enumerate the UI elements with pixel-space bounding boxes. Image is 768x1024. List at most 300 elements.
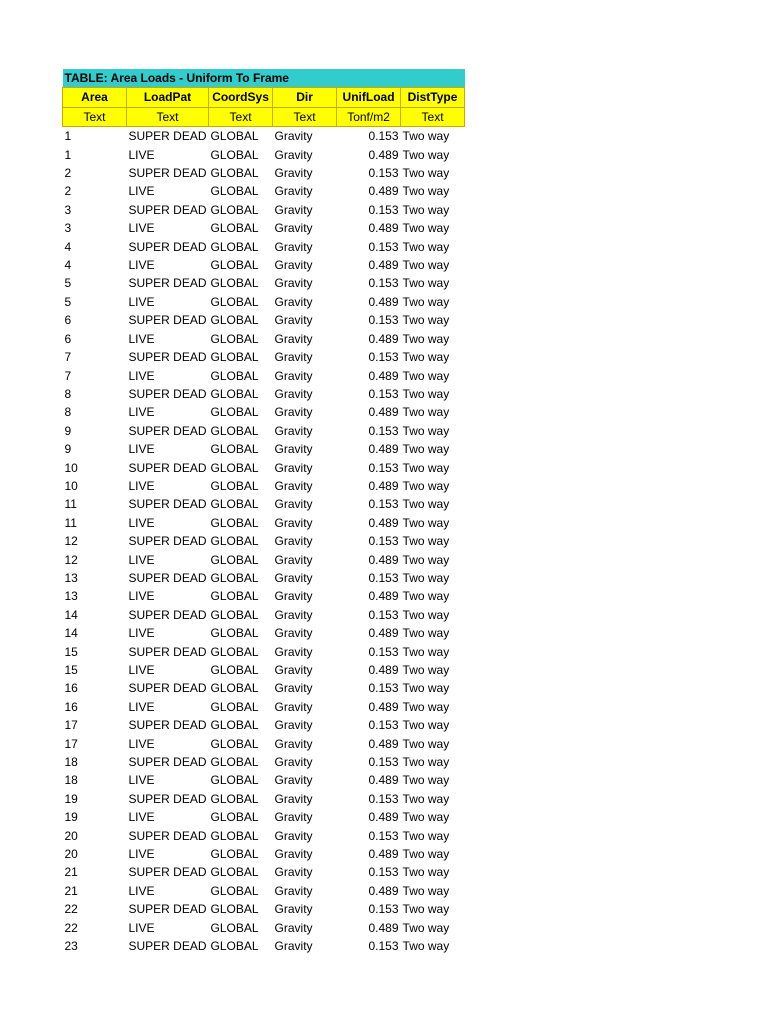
- cell-loadpat[interactable]: LIVE: [128, 773, 155, 788]
- cell-loadpat[interactable]: SUPER DEAD: [128, 423, 207, 438]
- cell-dir[interactable]: Gravity: [274, 736, 313, 751]
- table-row: [63, 827, 465, 845]
- cell-area[interactable]: 11: [64, 515, 77, 530]
- cell-loadpat[interactable]: SUPER DEAD: [128, 902, 207, 917]
- table-row: [63, 587, 465, 605]
- cell-area[interactable]: 11: [64, 497, 77, 512]
- cell-coordsys[interactable]: GLOBAL: [210, 773, 259, 788]
- cell-dir[interactable]: Gravity: [274, 239, 313, 254]
- cell-coordsys[interactable]: GLOBAL: [210, 423, 259, 438]
- cell-loadpat[interactable]: SUPER DEAD: [128, 202, 207, 217]
- cell-area[interactable]: 12: [64, 534, 78, 549]
- cell-coordsys[interactable]: GLOBAL: [210, 442, 259, 457]
- header-dir[interactable]: Dir: [273, 88, 337, 107]
- cell-dir[interactable]: Gravity: [274, 773, 313, 788]
- header-coordsys[interactable]: CoordSys: [209, 88, 273, 107]
- cell-loadpat[interactable]: LIVE: [128, 368, 155, 383]
- cell-disttype[interactable]: Two way: [402, 644, 450, 659]
- cell-coordsys[interactable]: GLOBAL: [210, 736, 259, 751]
- cell-area[interactable]: 21: [64, 865, 78, 880]
- unit-area[interactable]: Text: [63, 107, 127, 126]
- cell-disttype[interactable]: Two way: [402, 313, 450, 328]
- cell-unifload[interactable]: 0.153: [368, 534, 399, 549]
- cell-disttype[interactable]: Two way: [402, 202, 450, 217]
- cell-area[interactable]: 17: [64, 718, 78, 733]
- cell-disttype[interactable]: Two way: [402, 184, 450, 199]
- cell-coordsys[interactable]: GLOBAL: [210, 478, 259, 493]
- cell-disttype[interactable]: Two way: [402, 718, 450, 733]
- cell-loadpat[interactable]: LIVE: [128, 663, 155, 677]
- cell-dir[interactable]: Gravity: [274, 313, 313, 328]
- cell-dir[interactable]: Gravity: [274, 515, 313, 530]
- table-row: [63, 716, 465, 734]
- cell-unifload[interactable]: 0.153: [368, 166, 399, 181]
- unit-disttype[interactable]: Text: [401, 107, 465, 126]
- cell-dir[interactable]: Gravity: [274, 718, 313, 733]
- cell-disttype[interactable]: Two way: [402, 515, 450, 530]
- cell-unifload[interactable]: 0.489: [368, 515, 399, 530]
- cell-area[interactable]: 15: [64, 663, 78, 677]
- cell-area[interactable]: 5: [64, 294, 72, 309]
- cell-disttype[interactable]: Two way: [402, 607, 450, 622]
- cell-disttype[interactable]: Two way: [402, 810, 450, 825]
- cell-unifload[interactable]: 0.153: [368, 644, 399, 659]
- cell-area[interactable]: 9: [64, 423, 72, 438]
- cell-loadpat[interactable]: SUPER DEAD: [128, 313, 207, 328]
- cell-loadpat[interactable]: SUPER DEAD: [128, 166, 207, 181]
- cell-dir[interactable]: Gravity: [274, 755, 313, 770]
- table-row: [63, 477, 465, 495]
- cell-area[interactable]: 19: [64, 810, 78, 825]
- cell-unifload[interactable]: 0.489: [368, 368, 399, 383]
- cell-dir[interactable]: Gravity: [274, 681, 313, 696]
- cell-unifload[interactable]: 0.489: [368, 331, 399, 346]
- cell-dir[interactable]: Gravity: [274, 258, 313, 273]
- cell-disttype[interactable]: Two way: [402, 883, 450, 898]
- cell-unifload[interactable]: 0.153: [368, 755, 399, 770]
- cell-disttype[interactable]: Two way: [402, 570, 450, 585]
- cell-dir[interactable]: Gravity: [274, 405, 313, 420]
- cell-unifload[interactable]: 0.489: [368, 773, 399, 788]
- table-row: [63, 164, 465, 182]
- cell-disttype[interactable]: Two way: [402, 589, 450, 604]
- cell-area[interactable]: 13: [64, 570, 78, 585]
- cell-unifload[interactable]: 0.489: [368, 221, 399, 236]
- cell-area[interactable]: 20: [64, 847, 78, 862]
- cell-dir[interactable]: Gravity: [274, 350, 313, 365]
- cell-coordsys[interactable]: GLOBAL: [210, 497, 259, 512]
- cell-coordsys[interactable]: GLOBAL: [210, 681, 259, 696]
- cell-loadpat[interactable]: LIVE: [128, 810, 155, 825]
- cell-unifload[interactable]: 0.153: [368, 239, 399, 254]
- cell-loadpat[interactable]: SUPER DEAD: [128, 534, 207, 549]
- cell-coordsys[interactable]: GLOBAL: [210, 663, 259, 677]
- cell-coordsys[interactable]: GLOBAL: [210, 626, 259, 641]
- cell-coordsys[interactable]: GLOBAL: [210, 331, 259, 346]
- cell-area[interactable]: 10: [64, 478, 78, 493]
- cell-unifload[interactable]: 0.153: [368, 202, 399, 217]
- header-loadpat[interactable]: LoadPat: [127, 88, 209, 107]
- cell-coordsys[interactable]: GLOBAL: [210, 294, 259, 309]
- cell-dir[interactable]: Gravity: [274, 902, 313, 917]
- cell-dir[interactable]: Gravity: [274, 920, 313, 935]
- cell-disttype[interactable]: Two way: [402, 350, 450, 365]
- cell-dir[interactable]: Gravity: [274, 129, 313, 144]
- cell-area[interactable]: 1: [64, 129, 72, 144]
- cell-disttype[interactable]: Two way: [402, 681, 450, 696]
- cell-unifload[interactable]: 0.489: [368, 883, 399, 898]
- cell-area[interactable]: 6: [64, 331, 72, 346]
- cell-unifload[interactable]: 0.489: [368, 589, 399, 604]
- cell-area[interactable]: 4: [64, 239, 72, 254]
- cell-dir[interactable]: Gravity: [274, 883, 313, 898]
- cell-area[interactable]: 7: [64, 368, 72, 383]
- cell-loadpat[interactable]: SUPER DEAD: [128, 570, 207, 585]
- cell-loadpat[interactable]: LIVE: [128, 883, 155, 898]
- cell-coordsys[interactable]: GLOBAL: [210, 939, 259, 954]
- cell-loadpat[interactable]: SUPER DEAD: [128, 607, 207, 622]
- cell-area[interactable]: 18: [64, 773, 78, 788]
- cell-area[interactable]: 18: [64, 755, 78, 770]
- cell-unifload[interactable]: 0.153: [368, 460, 399, 475]
- cell-loadpat[interactable]: SUPER DEAD: [128, 497, 207, 512]
- cell-unifload[interactable]: 0.153: [368, 718, 399, 733]
- cell-area[interactable]: 2: [64, 184, 72, 199]
- cell-disttype[interactable]: Two way: [402, 755, 450, 770]
- cell-loadpat[interactable]: LIVE: [128, 258, 155, 273]
- cell-area[interactable]: 6: [64, 313, 72, 328]
- cell-loadpat[interactable]: SUPER DEAD: [128, 828, 207, 843]
- table-row: [63, 808, 465, 826]
- cell-dir[interactable]: Gravity: [274, 460, 313, 475]
- cell-dir[interactable]: Gravity: [274, 791, 313, 806]
- cell-dir[interactable]: Gravity: [274, 478, 313, 493]
- cell-unifload[interactable]: 0.153: [368, 902, 399, 917]
- cell-disttype[interactable]: Two way: [402, 828, 450, 843]
- cell-coordsys[interactable]: GLOBAL: [210, 129, 259, 144]
- cell-unifload[interactable]: 0.489: [368, 184, 399, 199]
- cell-disttype[interactable]: Two way: [402, 847, 450, 862]
- cell-area[interactable]: 3: [64, 202, 72, 217]
- cell-disttype[interactable]: Two way: [402, 276, 450, 291]
- cell-area[interactable]: 8: [64, 405, 72, 420]
- cell-area[interactable]: 19: [64, 791, 78, 806]
- cell-unifload[interactable]: 0.153: [368, 497, 399, 512]
- cell-loadpat[interactable]: LIVE: [128, 920, 155, 935]
- cell-area[interactable]: 8: [64, 386, 72, 401]
- cell-disttype[interactable]: Two way: [402, 699, 450, 714]
- cell-area[interactable]: 5: [64, 276, 72, 291]
- cell-dir[interactable]: Gravity: [274, 589, 313, 604]
- table-row: [63, 459, 465, 477]
- cell-loadpat[interactable]: SUPER DEAD: [128, 718, 207, 733]
- cell-coordsys[interactable]: GLOBAL: [210, 865, 259, 880]
- cell-dir[interactable]: Gravity: [274, 202, 313, 217]
- cell-dir[interactable]: Gravity: [274, 644, 313, 659]
- cell-unifload[interactable]: 0.153: [368, 939, 399, 954]
- cell-disttype[interactable]: Two way: [402, 626, 450, 641]
- cell-disttype[interactable]: Two way: [402, 497, 450, 512]
- cell-coordsys[interactable]: GLOBAL: [210, 552, 259, 567]
- table-row: [63, 551, 465, 569]
- cell-disttype[interactable]: Two way: [402, 791, 450, 806]
- cell-disttype[interactable]: Two way: [402, 865, 450, 880]
- cell-unifload[interactable]: 0.489: [368, 920, 399, 935]
- cell-dir[interactable]: Gravity: [274, 423, 313, 438]
- cell-unifload[interactable]: 0.489: [368, 810, 399, 825]
- cell-loadpat[interactable]: SUPER DEAD: [128, 644, 207, 659]
- unit-dir[interactable]: Text: [273, 107, 337, 126]
- cell-disttype[interactable]: Two way: [402, 258, 450, 273]
- area-loads-table: [62, 69, 465, 956]
- cell-area[interactable]: 15: [64, 644, 78, 659]
- cell-loadpat[interactable]: LIVE: [128, 184, 155, 199]
- cell-coordsys[interactable]: GLOBAL: [210, 147, 259, 162]
- unit-coordsys[interactable]: Text: [209, 107, 273, 126]
- cell-coordsys[interactable]: GLOBAL: [210, 644, 259, 659]
- cell-coordsys[interactable]: GLOBAL: [210, 902, 259, 917]
- cell-coordsys[interactable]: GLOBAL: [210, 810, 259, 825]
- cell-dir[interactable]: Gravity: [274, 607, 313, 622]
- header-unifload[interactable]: UnifLoad: [337, 88, 401, 107]
- cell-disttype[interactable]: Two way: [402, 331, 450, 346]
- cell-loadpat[interactable]: LIVE: [128, 442, 155, 457]
- cell-loadpat[interactable]: LIVE: [128, 405, 155, 420]
- spreadsheet-sheet: [62, 69, 465, 956]
- cell-dir[interactable]: Gravity: [274, 147, 313, 162]
- cell-unifload[interactable]: 0.489: [368, 736, 399, 751]
- cell-coordsys[interactable]: GLOBAL: [210, 607, 259, 622]
- table-row: [63, 753, 465, 771]
- cell-loadpat[interactable]: SUPER DEAD: [128, 350, 207, 365]
- cell-area[interactable]: 2: [64, 166, 72, 181]
- cell-dir[interactable]: Gravity: [274, 552, 313, 567]
- cell-loadpat[interactable]: LIVE: [128, 552, 155, 567]
- cell-disttype[interactable]: Two way: [402, 147, 450, 162]
- cell-coordsys[interactable]: GLOBAL: [210, 386, 259, 401]
- cell-area[interactable]: 22: [64, 920, 78, 935]
- cell-unifload[interactable]: 0.153: [368, 865, 399, 880]
- cell-loadpat[interactable]: LIVE: [128, 626, 155, 641]
- cell-coordsys[interactable]: GLOBAL: [210, 847, 259, 862]
- cell-dir[interactable]: Gravity: [274, 939, 313, 954]
- cell-disttype[interactable]: Two way: [402, 239, 450, 254]
- cell-loadpat[interactable]: LIVE: [128, 699, 155, 714]
- cell-area[interactable]: 12: [64, 552, 78, 567]
- cell-unifload[interactable]: 0.489: [368, 442, 399, 457]
- cell-area[interactable]: 4: [64, 258, 72, 273]
- cell-loadpat[interactable]: SUPER DEAD: [128, 865, 207, 880]
- cell-loadpat[interactable]: LIVE: [128, 847, 155, 862]
- cell-dir[interactable]: Gravity: [274, 294, 313, 309]
- cell-dir[interactable]: Gravity: [274, 368, 313, 383]
- cell-unifload[interactable]: 0.153: [368, 313, 399, 328]
- cell-loadpat[interactable]: SUPER DEAD: [128, 386, 207, 401]
- cell-unifload[interactable]: 0.153: [368, 276, 399, 291]
- cell-unifload[interactable]: 0.489: [368, 258, 399, 273]
- cell-coordsys[interactable]: GLOBAL: [210, 368, 259, 383]
- cell-area[interactable]: 23: [64, 939, 78, 954]
- cell-dir[interactable]: Gravity: [274, 331, 313, 346]
- cell-disttype[interactable]: Two way: [402, 552, 450, 567]
- cell-coordsys[interactable]: GLOBAL: [210, 258, 259, 273]
- cell-loadpat[interactable]: LIVE: [128, 515, 155, 530]
- cell-unifload[interactable]: 0.153: [368, 386, 399, 401]
- unit-loadpat[interactable]: Text: [127, 107, 209, 126]
- unit-unifload[interactable]: Tonf/m2: [337, 107, 401, 126]
- cell-disttype[interactable]: Two way: [402, 478, 450, 493]
- cell-disttype[interactable]: Two way: [402, 663, 450, 677]
- cell-dir[interactable]: Gravity: [274, 276, 313, 291]
- table-row: [63, 330, 465, 348]
- cell-coordsys[interactable]: GLOBAL: [210, 534, 259, 549]
- cell-area[interactable]: 21: [64, 883, 78, 898]
- cell-disttype[interactable]: Two way: [402, 902, 450, 917]
- table-row: [63, 643, 465, 661]
- cell-disttype[interactable]: Two way: [402, 423, 450, 438]
- cell-disttype[interactable]: Two way: [402, 460, 450, 475]
- cell-disttype[interactable]: Two way: [402, 166, 450, 181]
- cell-area[interactable]: 20: [64, 828, 78, 843]
- cell-unifload[interactable]: 0.153: [368, 607, 399, 622]
- cell-coordsys[interactable]: GLOBAL: [210, 791, 259, 806]
- cell-dir[interactable]: Gravity: [274, 626, 313, 641]
- cell-loadpat[interactable]: LIVE: [128, 589, 155, 604]
- cell-unifload[interactable]: 0.153: [368, 791, 399, 806]
- cell-area[interactable]: 7: [64, 350, 72, 365]
- cell-disttype[interactable]: Two way: [402, 221, 450, 236]
- cell-loadpat[interactable]: SUPER DEAD: [128, 681, 207, 696]
- cell-coordsys[interactable]: GLOBAL: [210, 718, 259, 733]
- cell-unifload[interactable]: 0.489: [368, 552, 399, 567]
- cell-dir[interactable]: Gravity: [274, 221, 313, 236]
- cell-unifload[interactable]: 0.489: [368, 405, 399, 420]
- cell-area[interactable]: 13: [64, 589, 78, 604]
- cell-unifload[interactable]: 0.153: [368, 129, 399, 144]
- cell-unifload[interactable]: 0.489: [368, 847, 399, 862]
- cell-disttype[interactable]: Two way: [402, 368, 450, 383]
- cell-coordsys[interactable]: GLOBAL: [210, 755, 259, 770]
- cell-unifload[interactable]: 0.153: [368, 828, 399, 843]
- cell-unifload[interactable]: 0.153: [368, 570, 399, 585]
- cell-disttype[interactable]: Two way: [402, 129, 450, 144]
- header-area[interactable]: Area: [63, 88, 127, 107]
- cell-area[interactable]: 1: [64, 147, 72, 162]
- cell-loadpat[interactable]: LIVE: [128, 147, 155, 162]
- cell-dir[interactable]: Gravity: [274, 184, 313, 199]
- cell-area[interactable]: 16: [64, 699, 78, 714]
- cell-coordsys[interactable]: GLOBAL: [210, 184, 259, 199]
- cell-loadpat[interactable]: SUPER DEAD: [128, 939, 207, 954]
- cell-unifload[interactable]: 0.489: [368, 626, 399, 641]
- cell-dir[interactable]: Gravity: [274, 865, 313, 880]
- cell-area[interactable]: 22: [64, 902, 78, 917]
- cell-coordsys[interactable]: GLOBAL: [210, 313, 259, 328]
- cell-coordsys[interactable]: GLOBAL: [210, 699, 259, 714]
- cell-dir[interactable]: Gravity: [274, 663, 313, 677]
- cell-coordsys[interactable]: GLOBAL: [210, 239, 259, 254]
- cell-coordsys[interactable]: GLOBAL: [210, 460, 259, 475]
- cell-loadpat[interactable]: LIVE: [128, 221, 155, 236]
- cell-disttype[interactable]: Two way: [402, 920, 450, 935]
- cell-coordsys[interactable]: GLOBAL: [210, 276, 259, 291]
- cell-loadpat[interactable]: SUPER DEAD: [128, 755, 207, 770]
- cell-dir[interactable]: Gravity: [274, 386, 313, 401]
- cell-dir[interactable]: Gravity: [274, 699, 313, 714]
- cell-loadpat[interactable]: SUPER DEAD: [128, 791, 207, 806]
- table-row: [63, 348, 465, 366]
- cell-dir[interactable]: Gravity: [274, 497, 313, 512]
- cell-area[interactable]: 14: [64, 626, 78, 641]
- cell-disttype[interactable]: Two way: [402, 386, 450, 401]
- cell-area[interactable]: 17: [64, 736, 78, 751]
- cell-coordsys[interactable]: GLOBAL: [210, 515, 259, 530]
- cell-dir[interactable]: Gravity: [274, 810, 313, 825]
- cell-area[interactable]: 3: [64, 221, 72, 236]
- cell-coordsys[interactable]: GLOBAL: [210, 405, 259, 420]
- cell-disttype[interactable]: Two way: [402, 939, 450, 954]
- cell-loadpat[interactable]: SUPER DEAD: [128, 460, 207, 475]
- cell-unifload[interactable]: 0.489: [368, 663, 399, 677]
- table-title[interactable]: TABLE: Area Loads - Uniform To Frame: [63, 69, 465, 88]
- cell-dir[interactable]: Gravity: [274, 828, 313, 843]
- cell-coordsys[interactable]: GLOBAL: [210, 883, 259, 898]
- cell-dir[interactable]: Gravity: [274, 166, 313, 181]
- cell-coordsys[interactable]: GLOBAL: [210, 920, 259, 935]
- cell-loadpat[interactable]: SUPER DEAD: [128, 276, 207, 291]
- table-row: [63, 735, 465, 753]
- cell-coordsys[interactable]: GLOBAL: [210, 570, 259, 585]
- cell-area[interactable]: 16: [64, 681, 78, 696]
- cell-loadpat[interactable]: LIVE: [128, 331, 155, 346]
- cell-dir[interactable]: Gravity: [274, 847, 313, 862]
- cell-coordsys[interactable]: GLOBAL: [210, 166, 259, 181]
- cell-unifload[interactable]: 0.489: [368, 478, 399, 493]
- cell-coordsys[interactable]: GLOBAL: [210, 589, 259, 604]
- cell-unifload[interactable]: 0.489: [368, 147, 399, 162]
- cell-unifload[interactable]: 0.489: [368, 294, 399, 309]
- header-disttype[interactable]: DistType: [401, 88, 465, 107]
- cell-loadpat[interactable]: LIVE: [128, 736, 155, 751]
- cell-area[interactable]: 10: [64, 460, 78, 475]
- table-title-row: [63, 69, 465, 88]
- cell-loadpat[interactable]: SUPER DEAD: [128, 239, 207, 254]
- cell-loadpat[interactable]: LIVE: [128, 478, 155, 493]
- cell-disttype[interactable]: Two way: [402, 736, 450, 751]
- cell-disttype[interactable]: Two way: [402, 294, 450, 309]
- cell-area[interactable]: 9: [64, 442, 72, 457]
- table-header-row: [63, 88, 465, 107]
- cell-dir[interactable]: Gravity: [274, 442, 313, 457]
- cell-disttype[interactable]: Two way: [402, 534, 450, 549]
- cell-coordsys[interactable]: GLOBAL: [210, 221, 259, 236]
- cell-unifload[interactable]: 0.489: [368, 699, 399, 714]
- cell-dir[interactable]: Gravity: [274, 534, 313, 549]
- cell-disttype[interactable]: Two way: [402, 442, 450, 457]
- cell-coordsys[interactable]: GLOBAL: [210, 350, 259, 365]
- cell-area[interactable]: 14: [64, 607, 78, 622]
- cell-unifload[interactable]: 0.153: [368, 350, 399, 365]
- cell-dir[interactable]: Gravity: [274, 570, 313, 585]
- cell-coordsys[interactable]: GLOBAL: [210, 828, 259, 843]
- cell-unifload[interactable]: 0.153: [368, 423, 399, 438]
- cell-loadpat[interactable]: LIVE: [128, 294, 155, 309]
- cell-unifload[interactable]: 0.153: [368, 681, 399, 696]
- cell-disttype[interactable]: Two way: [402, 405, 450, 420]
- cell-loadpat[interactable]: SUPER DEAD: [128, 129, 207, 144]
- cell-disttype[interactable]: Two way: [402, 773, 450, 788]
- cell-coordsys[interactable]: GLOBAL: [210, 202, 259, 217]
